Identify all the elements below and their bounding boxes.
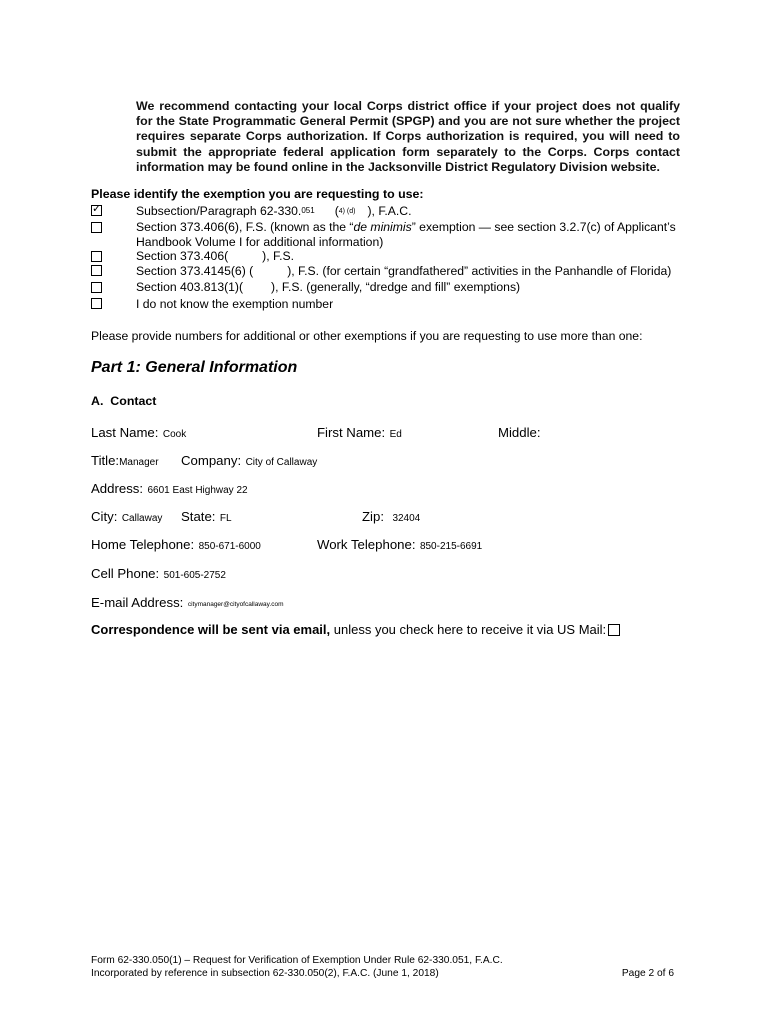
exemption-3-suffix: ), F.S.	[262, 249, 294, 263]
work-phone-field	[317, 536, 482, 554]
exemption-item-6	[136, 297, 333, 312]
exemption-3-label: Section 373.406(	[136, 249, 229, 263]
exemption-checkbox-5[interactable]	[91, 282, 102, 293]
city-label: City:	[91, 509, 118, 524]
home-phone-label: Home Telephone:	[91, 537, 195, 552]
state-field	[181, 508, 232, 526]
us-mail-checkbox[interactable]	[608, 624, 620, 636]
state-label: State:	[181, 509, 216, 524]
exemption-1-paragraph-value[interactable]: 051	[301, 206, 315, 215]
exemption-1-subsection-value[interactable]: 4) (d)	[338, 208, 356, 215]
company-input[interactable]: City of Callaway	[245, 457, 318, 468]
email-field	[91, 594, 284, 612]
exemption-checkbox-2[interactable]	[91, 222, 102, 233]
exemption-item-1	[136, 203, 412, 219]
correspondence-text: unless you check here to receive it via US Mail:	[330, 622, 607, 637]
last-name-input[interactable]: Cook	[162, 429, 187, 440]
additional-exemptions-prompt: Please provide numbers for additional or other exemptions if you are requesting to use more than one:	[91, 329, 643, 343]
address-field	[91, 480, 248, 498]
first-name-field	[317, 424, 402, 442]
exemption-item-3	[136, 249, 294, 264]
home-phone-field	[91, 536, 261, 554]
cell-phone-field	[91, 565, 226, 583]
cell-phone-label: Cell Phone:	[91, 566, 160, 581]
company-label: Company:	[181, 453, 242, 468]
state-input[interactable]: FL	[219, 513, 232, 524]
exemption-checkbox-1[interactable]	[91, 205, 102, 216]
exemption-4-suffix: ), F.S. (for certain “grandfathered” activities in the Panhandle of Florida)	[287, 264, 672, 278]
correspondence-bold: Correspondence will be sent via email,	[91, 622, 331, 637]
exemption-item-2	[136, 220, 676, 250]
title-label: Title:	[91, 453, 120, 468]
last-name-field	[91, 424, 186, 442]
zip-input[interactable]: 32404	[392, 513, 421, 524]
company-field	[181, 452, 317, 470]
page-number: Page 2 of 6	[621, 968, 674, 979]
last-name-label: Last Name:	[91, 425, 159, 440]
exemption-5-label: Section 403.813(1)(	[136, 280, 244, 294]
title-input[interactable]: Manager	[119, 457, 159, 468]
exemption-item-5	[136, 280, 520, 295]
exemption-1-suffix: ), F.A.C.	[367, 204, 412, 218]
work-phone-input[interactable]: 850-215-6691	[419, 541, 483, 552]
exemption-2-italic: de minimis	[353, 220, 412, 234]
exemption-1-open-paren: (	[334, 204, 339, 218]
exemption-heading: Please identify the exemption you are requesting to use:	[91, 187, 424, 201]
email-input[interactable]: citymanager@cityofcallaway.com	[187, 601, 284, 608]
corps-notice-text: We recommend contacting your local Corps district office if your project does not qualify for the State Programmatic General Permit (SPGP) and you are not sure whether the project requires separate Corps authorization. If Corps authorization is required, you will need to submit the appropriate federal application form separately to the Corps. Corps contact information may be found online in the Jacksonville District Regulatory Division website.	[136, 99, 680, 174]
address-input[interactable]: 6601 East Highway 22	[147, 485, 248, 496]
section-a-title: Contact	[110, 394, 157, 408]
correspondence-line	[91, 622, 620, 637]
form-footer	[91, 954, 503, 980]
middle-name-field	[498, 424, 645, 442]
section-a-letter: A.	[91, 394, 104, 408]
exemption-checkbox-3[interactable]	[91, 251, 102, 262]
corps-notice	[136, 99, 680, 175]
exemption-2-suffix: ” exemption — see section 3.2.7(c) of Applicant’s	[411, 220, 676, 234]
footer-form-title: Form 62-330.050(1) – Request for Verification of Exemption Under Rule 62-330.051, F.A.C.	[91, 955, 503, 966]
work-phone-label: Work Telephone:	[317, 537, 416, 552]
title-field	[91, 452, 159, 470]
home-phone-input[interactable]: 850-671-6000	[198, 541, 261, 552]
exemption-2-label: Section 373.406(6), F.S. (known as the “	[136, 220, 354, 234]
exemption-item-4	[136, 264, 671, 279]
email-label: E-mail Address:	[91, 595, 184, 610]
address-label: Address:	[91, 481, 144, 496]
zip-label: Zip:	[362, 509, 384, 524]
cell-phone-input[interactable]: 501-605-2752	[163, 570, 226, 581]
exemption-1-label: Subsection/Paragraph 62-330.	[136, 204, 302, 218]
middle-name-label: Middle:	[498, 425, 541, 440]
exemption-6-label: I do not know the exemption number	[136, 297, 334, 311]
section-a-heading	[91, 394, 156, 408]
exemption-5-suffix: ), F.S. (generally, “dredge and fill” exemptions)	[271, 280, 521, 294]
exemption-2-line2: Handbook Volume I for additional information)	[136, 235, 384, 249]
city-field	[91, 508, 162, 526]
exemption-4-label: Section 373.4145(6) (	[136, 264, 254, 278]
first-name-input[interactable]: Ed	[389, 429, 402, 440]
part1-title: Part 1: General Information	[91, 359, 298, 376]
exemption-checkbox-6[interactable]	[91, 298, 102, 309]
footer-incorporation: Incorporated by reference in subsection 62-330.050(2), F.A.C. (June 1, 2018)	[91, 968, 439, 979]
exemption-checkbox-4[interactable]	[91, 265, 102, 276]
first-name-label: First Name:	[317, 425, 386, 440]
zip-field	[362, 508, 420, 526]
city-input[interactable]: Callaway	[121, 513, 163, 524]
